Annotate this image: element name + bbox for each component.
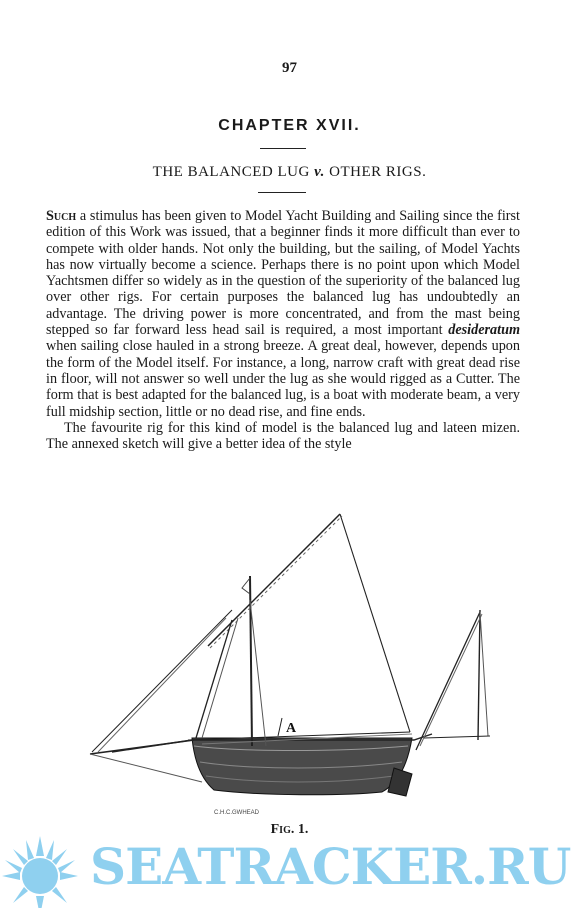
engraver-signature: C.H.C.GWHEAD <box>214 810 259 816</box>
title-rule <box>258 192 306 193</box>
heading-rule <box>260 148 306 149</box>
watermark-text: SEATRACKER.RU <box>90 837 571 896</box>
yacht-sketch <box>82 500 502 820</box>
paragraph-1-part-b: when sailing close hauled in a strong breeze. A great deal, however, depends upon the form of the Model itself. For instance, a long, narrow craft with great dead rise in floor, will not answer so well under the lug as she would rigged as a Cutter. The form that is best adapted for the balanced lug, is a boat with moderate beam, a very full midship section, little or no dead rise, and fine ends. <box>46 338 520 420</box>
lug-yard <box>208 514 340 646</box>
title-part-b: OTHER RIGS. <box>324 164 427 180</box>
sun-icon <box>2 832 86 908</box>
paragraph-1 <box>46 208 520 420</box>
page-number: 97 <box>282 60 297 76</box>
lead-word: Such <box>46 208 77 224</box>
figure-label-a: A <box>286 721 297 736</box>
paragraph-2: The favourite rig for this kind of model is the balanced lug and lateen mizen. The annexed sketch will give a better idea of the style <box>46 419 520 453</box>
section-title <box>0 164 579 181</box>
figure-caption: Fig. 1. <box>270 822 309 837</box>
hull <box>192 738 412 795</box>
body-text <box>46 208 520 452</box>
mizen-mast <box>478 610 480 740</box>
title-part-a: THE BALANCED LUG <box>152 164 315 180</box>
chapter-heading: CHAPTER XVII. <box>218 117 361 134</box>
paragraph-1-part-a: a stimulus has been given to Model Yacht Building and Sailing since the first edition of this Work was issued, that a beginner finds it more difficult than ever to compete with older hands. Not only the building, but the sailing, of Model Yachts has now virtually become a science. Perhaps there is no point upon which Model Yachtsmen differ so widely as in the question of the superiority of the balanced lug over other rigs. For certain purposes the balanced lug has undoubtedly an advantage. The driving power is more concentrated, and from the mast being stepped so far forward less head sail is required, a most important <box>46 208 520 339</box>
emphasis-word: desideratum <box>448 322 520 339</box>
mizen-yard <box>416 612 480 750</box>
title-connector: v. <box>314 164 325 180</box>
